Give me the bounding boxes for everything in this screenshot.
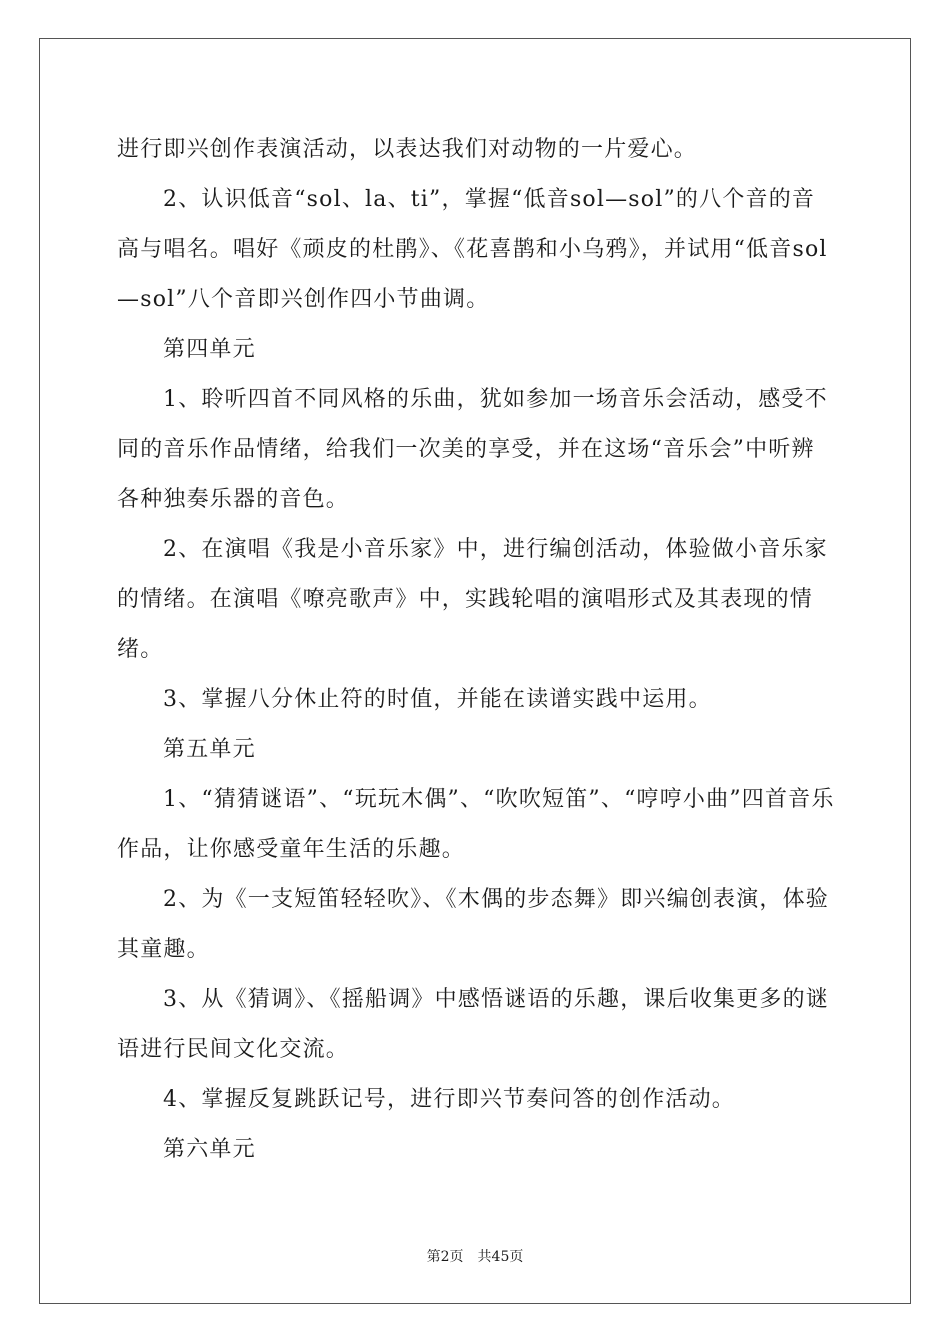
paragraph-item: 1、聆听四首不同风格的乐曲，犹如参加一场音乐会活动，感受不同的音乐作品情绪，给我们一次美的享受，并在这场“音乐会”中听辨各种独奏乐器的音色。 — [117, 387, 828, 512]
section-heading: 第五单元 — [163, 737, 256, 762]
page-footer — [0, 1246, 950, 1266]
paragraph-item: 2、认识低音“sol、la、ti”，掌握“低音sol—sol”的八个音的音高与唱名。唱好《顽皮的杜鹃》、《花喜鹊和小乌鸦》，并试用“低音sol—sol”八个音即兴创作四小节曲调。 — [117, 187, 828, 312]
page-number: 第2页 — [426, 1249, 464, 1265]
document-body — [117, 125, 837, 1175]
section-heading: 第六单元 — [163, 1137, 256, 1162]
page-total: 共45页 — [477, 1249, 524, 1265]
section-heading: 第四单元 — [163, 337, 256, 362]
paragraph-continuation: 进行即兴创作表演活动，以表达我们对动物的一片爱心。 — [117, 137, 698, 162]
paragraph-item: 3、掌握八分休止符的时值，并能在读谱实践中运用。 — [163, 687, 712, 712]
paragraph-item: 2、在演唱《我是小音乐家》中，进行编创活动，体验做小音乐家的情绪。在演唱《嘹亮歌声》中，实践轮唱的演唱形式及其表现的情绪。 — [117, 537, 828, 662]
paragraph-item: 2、为《一支短笛轻轻吹》、《木偶的步态舞》即兴编创表演，体验其童趣。 — [117, 887, 829, 962]
paragraph-item: 1、“猜猜谜语”、“玩玩木偶”、“吹吹短笛”、“哼哼小曲”四首音乐作品，让你感受童年生活的乐趣。 — [117, 787, 835, 862]
paragraph-item: 3、从《猜调》、《摇船调》中感悟谜语的乐趣，课后收集更多的谜语进行民间文化交流。 — [117, 987, 829, 1062]
paragraph-item: 4、掌握反复跳跃记号，进行即兴节奏问答的创作活动。 — [163, 1087, 735, 1112]
